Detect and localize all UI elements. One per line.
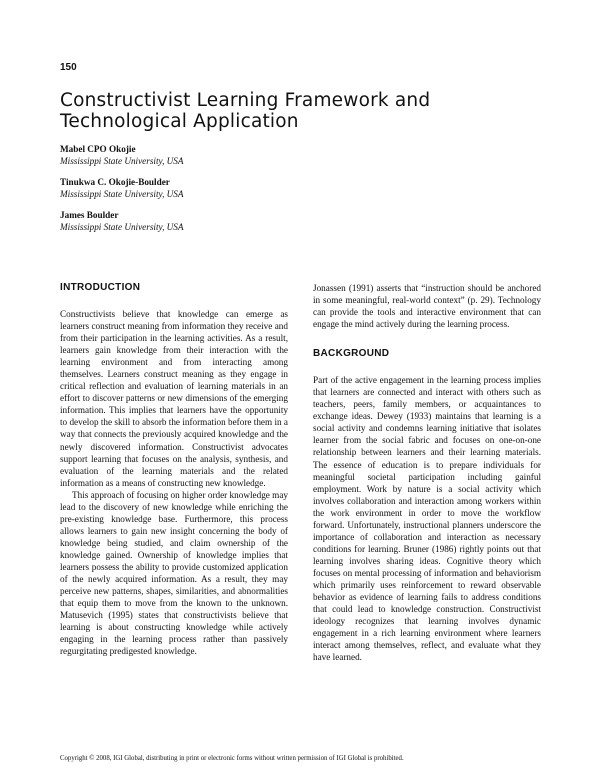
- author-block: [60, 144, 540, 168]
- copyright-footer: Copyright © 2008, IGI Global, distributing in print or electronic forms without written permission of IGI Global is prohibited.: [60, 755, 404, 762]
- author-name: Mabel CPO Okojie: [60, 144, 136, 154]
- author-name: James Boulder: [60, 210, 119, 221]
- background-heading: BACKGROUND: [313, 348, 390, 360]
- body-paragraph: Constructivists believe that knowledge can emerge as learners construct meaning from information they receive and from their participation in the learning activities. As a result, learners gain knowledge from their interaction with the learning environment and from interacting among themselves. Learners construct meaning as they engage in critical reflection and evaluation of learning materials in an effort to discover patterns or new dimensions of the emerging information. This implies that learners have the opportunity to develop the skill to absorb the information before them in a way that connects the previously acquired knowledge and the newly discovered information. Constructivist advocates support learning that focuses on the analysis, synthesis, and evaluation of the learning materials and the related information as a means of constructing new knowledge.: [60, 309, 288, 488]
- author-affiliation: Mississippi State University, USA: [60, 188, 184, 199]
- author-block: [60, 177, 540, 201]
- body-paragraph: Part of the active engagement in the learning process implies that learners are connected and interact with others such as teachers, peers, family members, or acquaintances to exchange ideas. Dewey (1933) maintains that learning is a social activity and condemns learning initiative that isolates learner from the social fabric and focuses on one-on-one relationship between learners and their learning materials. The essence of education is to prepare individuals for meaningful societal participation including gainful employment. Work by nature is a social activity which involves collaboration and interaction among workers within the work environment in order to move the workflow forward. Unfortunately, instructional planners underscore the importance of collaboration and interaction as necessary conditions for learning. Bruner (1986) rightly points out that learning involves sharing ideas. Cognitive theory which focuses on mental processing of information and behaviorism which primarily uses reinforcement to reward observable behavior as evidence of learning fails to address conditions that could lead to knowledge construction. Constructivist ideology recognizes that learning involves dynamic engagement in a rich learning environment where learners interact among themselves, reflect, and evaluate what they have learned.: [313, 375, 541, 663]
- author-list: [60, 144, 540, 243]
- author-block: [60, 210, 540, 234]
- body-paragraph: Jonassen (1991) asserts that “instruction should be anchored in some meaningful, real-world context” (p. 29). Technology can provide the tools and interactive environment that can engage the mind actively during the learning process.: [313, 283, 541, 330]
- author-affiliation: Mississippi State University, USA: [60, 155, 184, 166]
- author-name: Tinukwa C. Okojie-Boulder: [60, 177, 170, 188]
- body-paragraph: This approach of focusing on higher order knowledge may lead to the discovery of new knowledge while enriching the pre-existing knowledge base. Furthermore, this process allows learners to gain new insight concerning the body of knowledge being studied, and claim ownership of the knowledge gained. Ownership of knowledge implies that learners possess the ability to provide customized application of the newly acquired information. As a result, they may perceive new patterns, shapes, similarities, and abnormalities that equip them to move from the known to the unknown. Matusevich (1995) states that constructivists believe that learning is about constructing knowledge while actively engaging in the learning process rather than passively regurgitating predigested knowledge.: [60, 489, 288, 657]
- article-title: Constructivist Learning Framework and Technological Application: [60, 90, 431, 132]
- introduction-heading: INTRODUCTION: [60, 282, 141, 293]
- page-number: 150: [60, 62, 77, 73]
- author-affiliation: Mississippi State University, USA: [60, 221, 184, 232]
- left-column: [60, 282, 288, 657]
- right-column: [313, 282, 541, 663]
